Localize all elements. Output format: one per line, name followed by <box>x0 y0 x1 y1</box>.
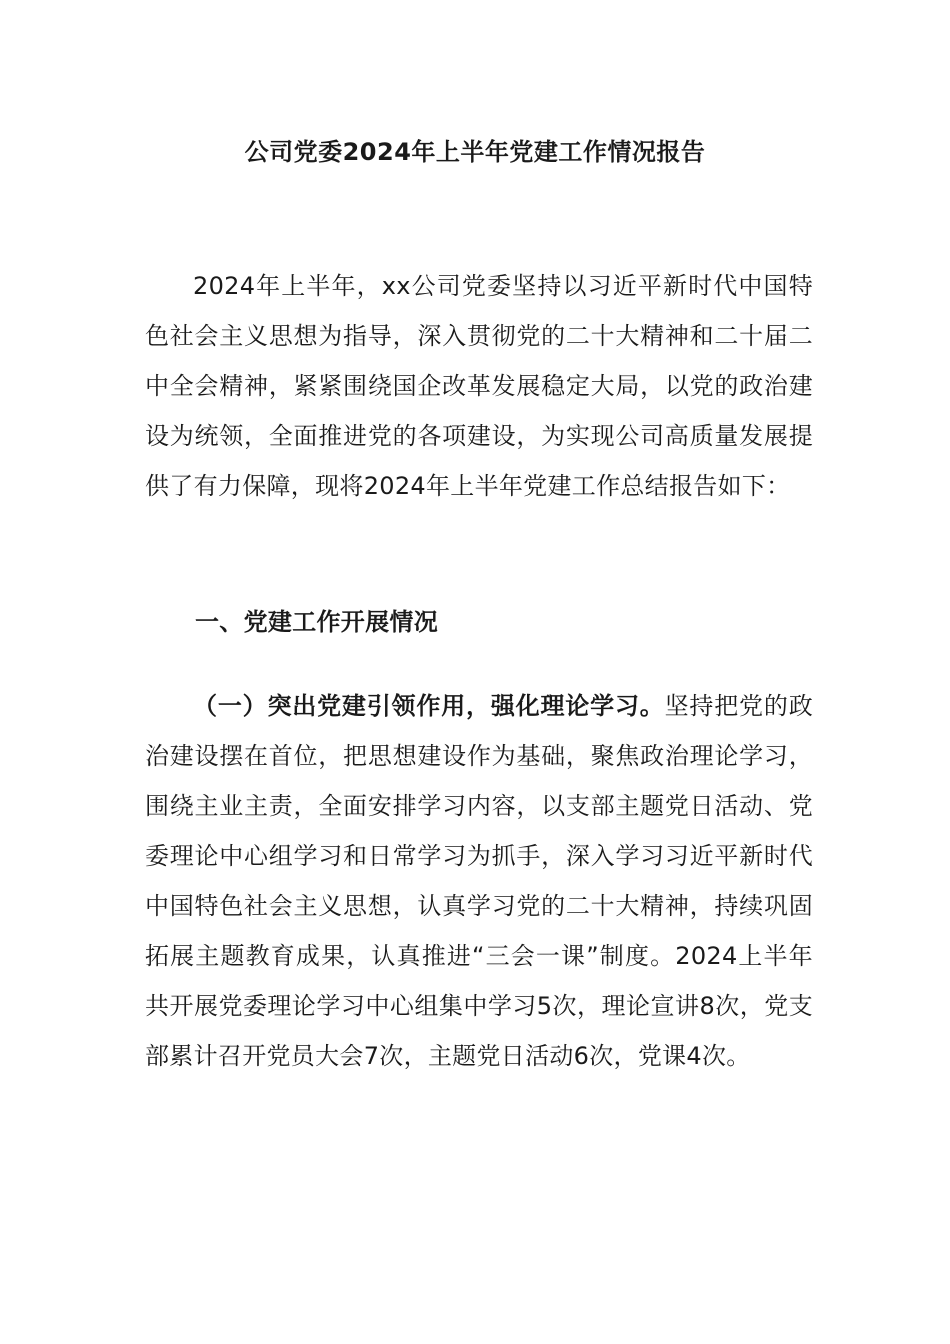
document-title: 公司党委2024年上半年党建工作情况报告 <box>244 138 706 166</box>
section-paragraph <box>145 681 813 1081</box>
paragraph-lead: （一）突出党建引领作用，强化理论学习。 <box>193 692 665 720</box>
paragraph-text: 坚持把党的政治建设摆在首位，把思想建设作为基础，聚焦政治理论学习，围绕主业主责，全面安排学习内容，以支部主题党日活动、党委理论中心组学习和日常学习为抓手，深入学习习近平新时代中国特色社会主义思想，认真学习党的二十大精神，持续巩固拓展主题教育成果，认真推进“三会一课”制度。2024上半年共开展党委理论学习中心组集中学习5次，理论宣讲8次，党支部累计召开党员大会7次，主题党日活动6次，党课4次。 <box>145 692 813 1070</box>
section-heading: 一、党建工作开展情况 <box>195 608 438 636</box>
intro-paragraph: 2024年上半年，xx公司党委坚持以习近平新时代中国特色社会主义思想为指导，深入贯彻党的二十大精神和二十届二中全会精神，紧紧围绕国企改革发展稳定大局，以党的政治建设为统领，全面推进党的各项建设，为实现公司高质量发展提供了有力保障，现将2024年上半年党建工作总结报告如下： <box>145 272 813 500</box>
